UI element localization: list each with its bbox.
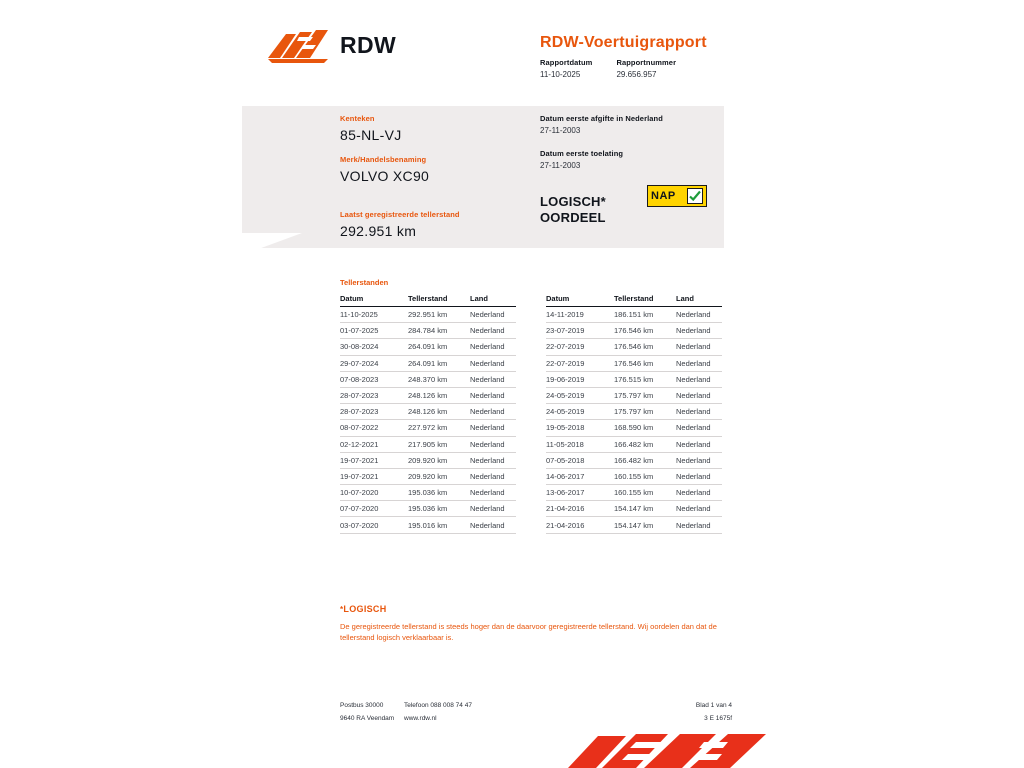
- footer-website: www.rdw.nl: [404, 715, 437, 722]
- document-header: [242, 14, 742, 84]
- cell-tellerstand: 166.482 km: [614, 452, 676, 468]
- report-date-value: 11-10-2025: [540, 70, 581, 79]
- page-footer: [340, 702, 732, 728]
- footer-form-code: 3 E 1675f: [704, 715, 732, 722]
- rdw-flame-logo-icon: [266, 28, 332, 64]
- eerste-toelating-label: Datum eerste toelating: [540, 149, 624, 158]
- cell-land: Nederland: [470, 355, 516, 371]
- cell-datum: 19-07-2021: [340, 452, 408, 468]
- cell-land: Nederland: [470, 501, 516, 517]
- report-number-value: 29.656.957: [616, 70, 657, 79]
- eerste-afgifte-value: 27-11-2003: [540, 126, 581, 135]
- footer-contact-line-1: Telefoon 088 008 74 47: [404, 702, 472, 709]
- cell-datum: 08-07-2022: [340, 420, 408, 436]
- report-date-block: [540, 58, 592, 79]
- cell-datum: 02-12-2021: [340, 436, 408, 452]
- table-row: [546, 468, 722, 484]
- cell-land: Nederland: [676, 387, 722, 403]
- table-row: [546, 420, 722, 436]
- cell-land: Nederland: [470, 387, 516, 403]
- table-row: [546, 452, 722, 468]
- table-row: [546, 307, 722, 323]
- cell-land: Nederland: [470, 452, 516, 468]
- cell-land: Nederland: [470, 485, 516, 501]
- cell-land: Nederland: [470, 420, 516, 436]
- cell-land: Nederland: [676, 323, 722, 339]
- cell-land: Nederland: [470, 468, 516, 484]
- summary-left-column: [340, 114, 530, 239]
- report-number-block: [616, 58, 676, 79]
- cell-tellerstand: 248.126 km: [408, 387, 470, 403]
- cell-datum: 14-11-2019: [546, 307, 614, 323]
- cell-tellerstand: 209.920 km: [408, 468, 470, 484]
- eerste-toelating-value: 27-11-2003: [540, 161, 581, 170]
- cell-tellerstand: 284.784 km: [408, 323, 470, 339]
- table-row: [340, 452, 516, 468]
- table-row: [340, 420, 516, 436]
- cell-tellerstand: 264.091 km: [408, 339, 470, 355]
- cell-land: Nederland: [676, 501, 722, 517]
- cell-land: Nederland: [676, 452, 722, 468]
- cell-datum: 19-05-2018: [546, 420, 614, 436]
- cell-land: Nederland: [676, 420, 722, 436]
- footer-address-line-1: Postbus 30000: [340, 702, 384, 709]
- cell-tellerstand: 264.091 km: [408, 355, 470, 371]
- verdict-line-1: LOGISCH*: [540, 194, 606, 209]
- nap-badge-label: NAP: [651, 190, 676, 202]
- table-row: [546, 387, 722, 403]
- page-title: RDW-Voertuigrapport: [540, 34, 707, 51]
- table-row: [340, 501, 516, 517]
- kenteken-value: 85-NL-VJ: [340, 127, 402, 143]
- table-row: [340, 517, 516, 533]
- cell-tellerstand: 209.920 km: [408, 452, 470, 468]
- table-row: [340, 323, 516, 339]
- cell-datum: 24-05-2019: [546, 404, 614, 420]
- table-row: [546, 339, 722, 355]
- cell-datum: 23-07-2019: [546, 323, 614, 339]
- vehicle-summary-panel: [242, 106, 724, 248]
- cell-tellerstand: 217.905 km: [408, 436, 470, 452]
- cell-tellerstand: 176.515 km: [614, 371, 676, 387]
- cell-tellerstand: 227.972 km: [408, 420, 470, 436]
- cell-datum: 22-07-2019: [546, 355, 614, 371]
- cell-land: Nederland: [676, 517, 722, 533]
- cell-datum: 07-08-2023: [340, 371, 408, 387]
- cell-land: Nederland: [676, 404, 722, 420]
- cell-datum: 30-08-2024: [340, 339, 408, 355]
- cell-tellerstand: 160.155 km: [614, 468, 676, 484]
- cell-land: Nederland: [470, 404, 516, 420]
- nap-badge: [647, 185, 707, 207]
- nap-check-icon: [687, 188, 703, 204]
- cell-datum: 28-07-2023: [340, 404, 408, 420]
- cell-datum: 13-06-2017: [546, 485, 614, 501]
- cell-land: Nederland: [470, 307, 516, 323]
- cell-land: Nederland: [470, 517, 516, 533]
- merk-value: VOLVO XC90: [340, 168, 430, 184]
- cell-tellerstand: 176.546 km: [614, 339, 676, 355]
- table-row: [340, 387, 516, 403]
- col-datum: Datum: [546, 294, 614, 307]
- footnote-star: *: [340, 605, 344, 614]
- table-header-row: [340, 294, 516, 307]
- report-number-label: Rapportnummer: [616, 58, 677, 67]
- table-row: [546, 371, 722, 387]
- kenteken-label: Kenteken: [340, 114, 375, 123]
- table-row: [546, 404, 722, 420]
- cell-datum: 07-07-2020: [340, 501, 408, 517]
- table-row: [340, 355, 516, 371]
- footer-page-indicator: Blad 1 van 4: [695, 702, 732, 709]
- table-row: [546, 517, 722, 533]
- tellerstand-label: Laatst geregistreerde tellerstand: [340, 210, 460, 219]
- cell-tellerstand: 176.546 km: [614, 355, 676, 371]
- cell-land: Nederland: [676, 468, 722, 484]
- brand-name: RDW: [340, 32, 397, 58]
- table-row: [340, 436, 516, 452]
- col-land: Land: [676, 294, 722, 307]
- cell-land: Nederland: [676, 371, 722, 387]
- report-date-label: Rapportdatum: [540, 58, 593, 67]
- cell-tellerstand: 176.546 km: [614, 323, 676, 339]
- cell-datum: 11-10-2025: [340, 307, 408, 323]
- cell-land: Nederland: [676, 307, 722, 323]
- footnote-body: De geregistreerde tellerstand is steeds hoger dan de daarvoor geregistreerde tellerstand. Wij oordelen dan dat de tellerstand logisch verklaarbaar is.: [340, 622, 717, 643]
- col-datum: Datum: [340, 294, 408, 307]
- cell-datum: 19-07-2021: [340, 468, 408, 484]
- footer-address-line-2: 9640 RA Veendam: [340, 715, 395, 722]
- table-row: [340, 404, 516, 420]
- merk-label: Merk/Handelsbenaming: [340, 155, 427, 164]
- cell-datum: 24-05-2019: [546, 387, 614, 403]
- col-tellerstand: Tellerstand: [614, 294, 676, 307]
- odometer-left-body: [340, 307, 516, 534]
- cell-tellerstand: 195.016 km: [408, 517, 470, 533]
- cell-datum: 21-04-2016: [546, 517, 614, 533]
- cell-land: Nederland: [470, 436, 516, 452]
- cell-tellerstand: 168.590 km: [614, 420, 676, 436]
- summary-right-column: [540, 114, 720, 227]
- table-header-row: [546, 294, 722, 307]
- cell-land: Nederland: [470, 339, 516, 355]
- cell-datum: 28-07-2023: [340, 387, 408, 403]
- odometer-section-title: Tellerstanden: [340, 278, 389, 287]
- eerste-afgifte-label: Datum eerste afgifte in Nederland: [540, 114, 663, 123]
- footnote-section: [340, 604, 732, 644]
- odometer-table-left: [340, 294, 516, 534]
- cell-land: Nederland: [676, 355, 722, 371]
- table-row: [546, 485, 722, 501]
- table-row: [340, 339, 516, 355]
- odometer-table-right: [546, 294, 722, 534]
- cell-datum: 11-05-2018: [546, 436, 614, 452]
- cell-tellerstand: 186.151 km: [614, 307, 676, 323]
- tellerstand-value: 292.951 km: [340, 223, 417, 239]
- cell-tellerstand: 154.147 km: [614, 517, 676, 533]
- verdict-line-2: OORDEEL: [540, 210, 606, 226]
- cell-land: Nederland: [676, 485, 722, 501]
- table-row: [546, 501, 722, 517]
- cell-datum: 07-05-2018: [546, 452, 614, 468]
- table-row: [546, 436, 722, 452]
- cell-land: Nederland: [676, 436, 722, 452]
- cell-datum: 01-07-2025: [340, 323, 408, 339]
- cell-datum: 14-06-2017: [546, 468, 614, 484]
- odometer-section: [340, 278, 722, 534]
- cell-tellerstand: 292.951 km: [408, 307, 470, 323]
- col-tellerstand: Tellerstand: [408, 294, 470, 307]
- table-row: [340, 485, 516, 501]
- table-row: [340, 371, 516, 387]
- cell-tellerstand: 195.036 km: [408, 485, 470, 501]
- cell-tellerstand: 175.797 km: [614, 404, 676, 420]
- cell-tellerstand: 166.482 km: [614, 436, 676, 452]
- cell-tellerstand: 160.155 km: [614, 485, 676, 501]
- cell-datum: 29-07-2024: [340, 355, 408, 371]
- cell-tellerstand: 248.370 km: [408, 371, 470, 387]
- footnote-title: [340, 604, 732, 614]
- cell-tellerstand: 154.147 km: [614, 501, 676, 517]
- cell-datum: 03-07-2020: [340, 517, 408, 533]
- table-row: [546, 323, 722, 339]
- bottom-flame-graphic-icon: [540, 734, 800, 768]
- cell-tellerstand: 195.036 km: [408, 501, 470, 517]
- cell-datum: 21-04-2016: [546, 501, 614, 517]
- cell-datum: 10-07-2020: [340, 485, 408, 501]
- odometer-right-body: [546, 307, 722, 534]
- report-meta: [540, 58, 676, 79]
- cell-land: Nederland: [470, 371, 516, 387]
- cell-land: Nederland: [676, 339, 722, 355]
- table-row: [340, 468, 516, 484]
- cell-tellerstand: 248.126 km: [408, 404, 470, 420]
- col-land: Land: [470, 294, 516, 307]
- cell-datum: 19-06-2019: [546, 371, 614, 387]
- footnote-title-text: LOGISCH: [343, 604, 387, 614]
- cell-datum: 22-07-2019: [546, 339, 614, 355]
- cell-land: Nederland: [470, 323, 516, 339]
- table-row: [340, 307, 516, 323]
- table-row: [546, 355, 722, 371]
- cell-tellerstand: 175.797 km: [614, 387, 676, 403]
